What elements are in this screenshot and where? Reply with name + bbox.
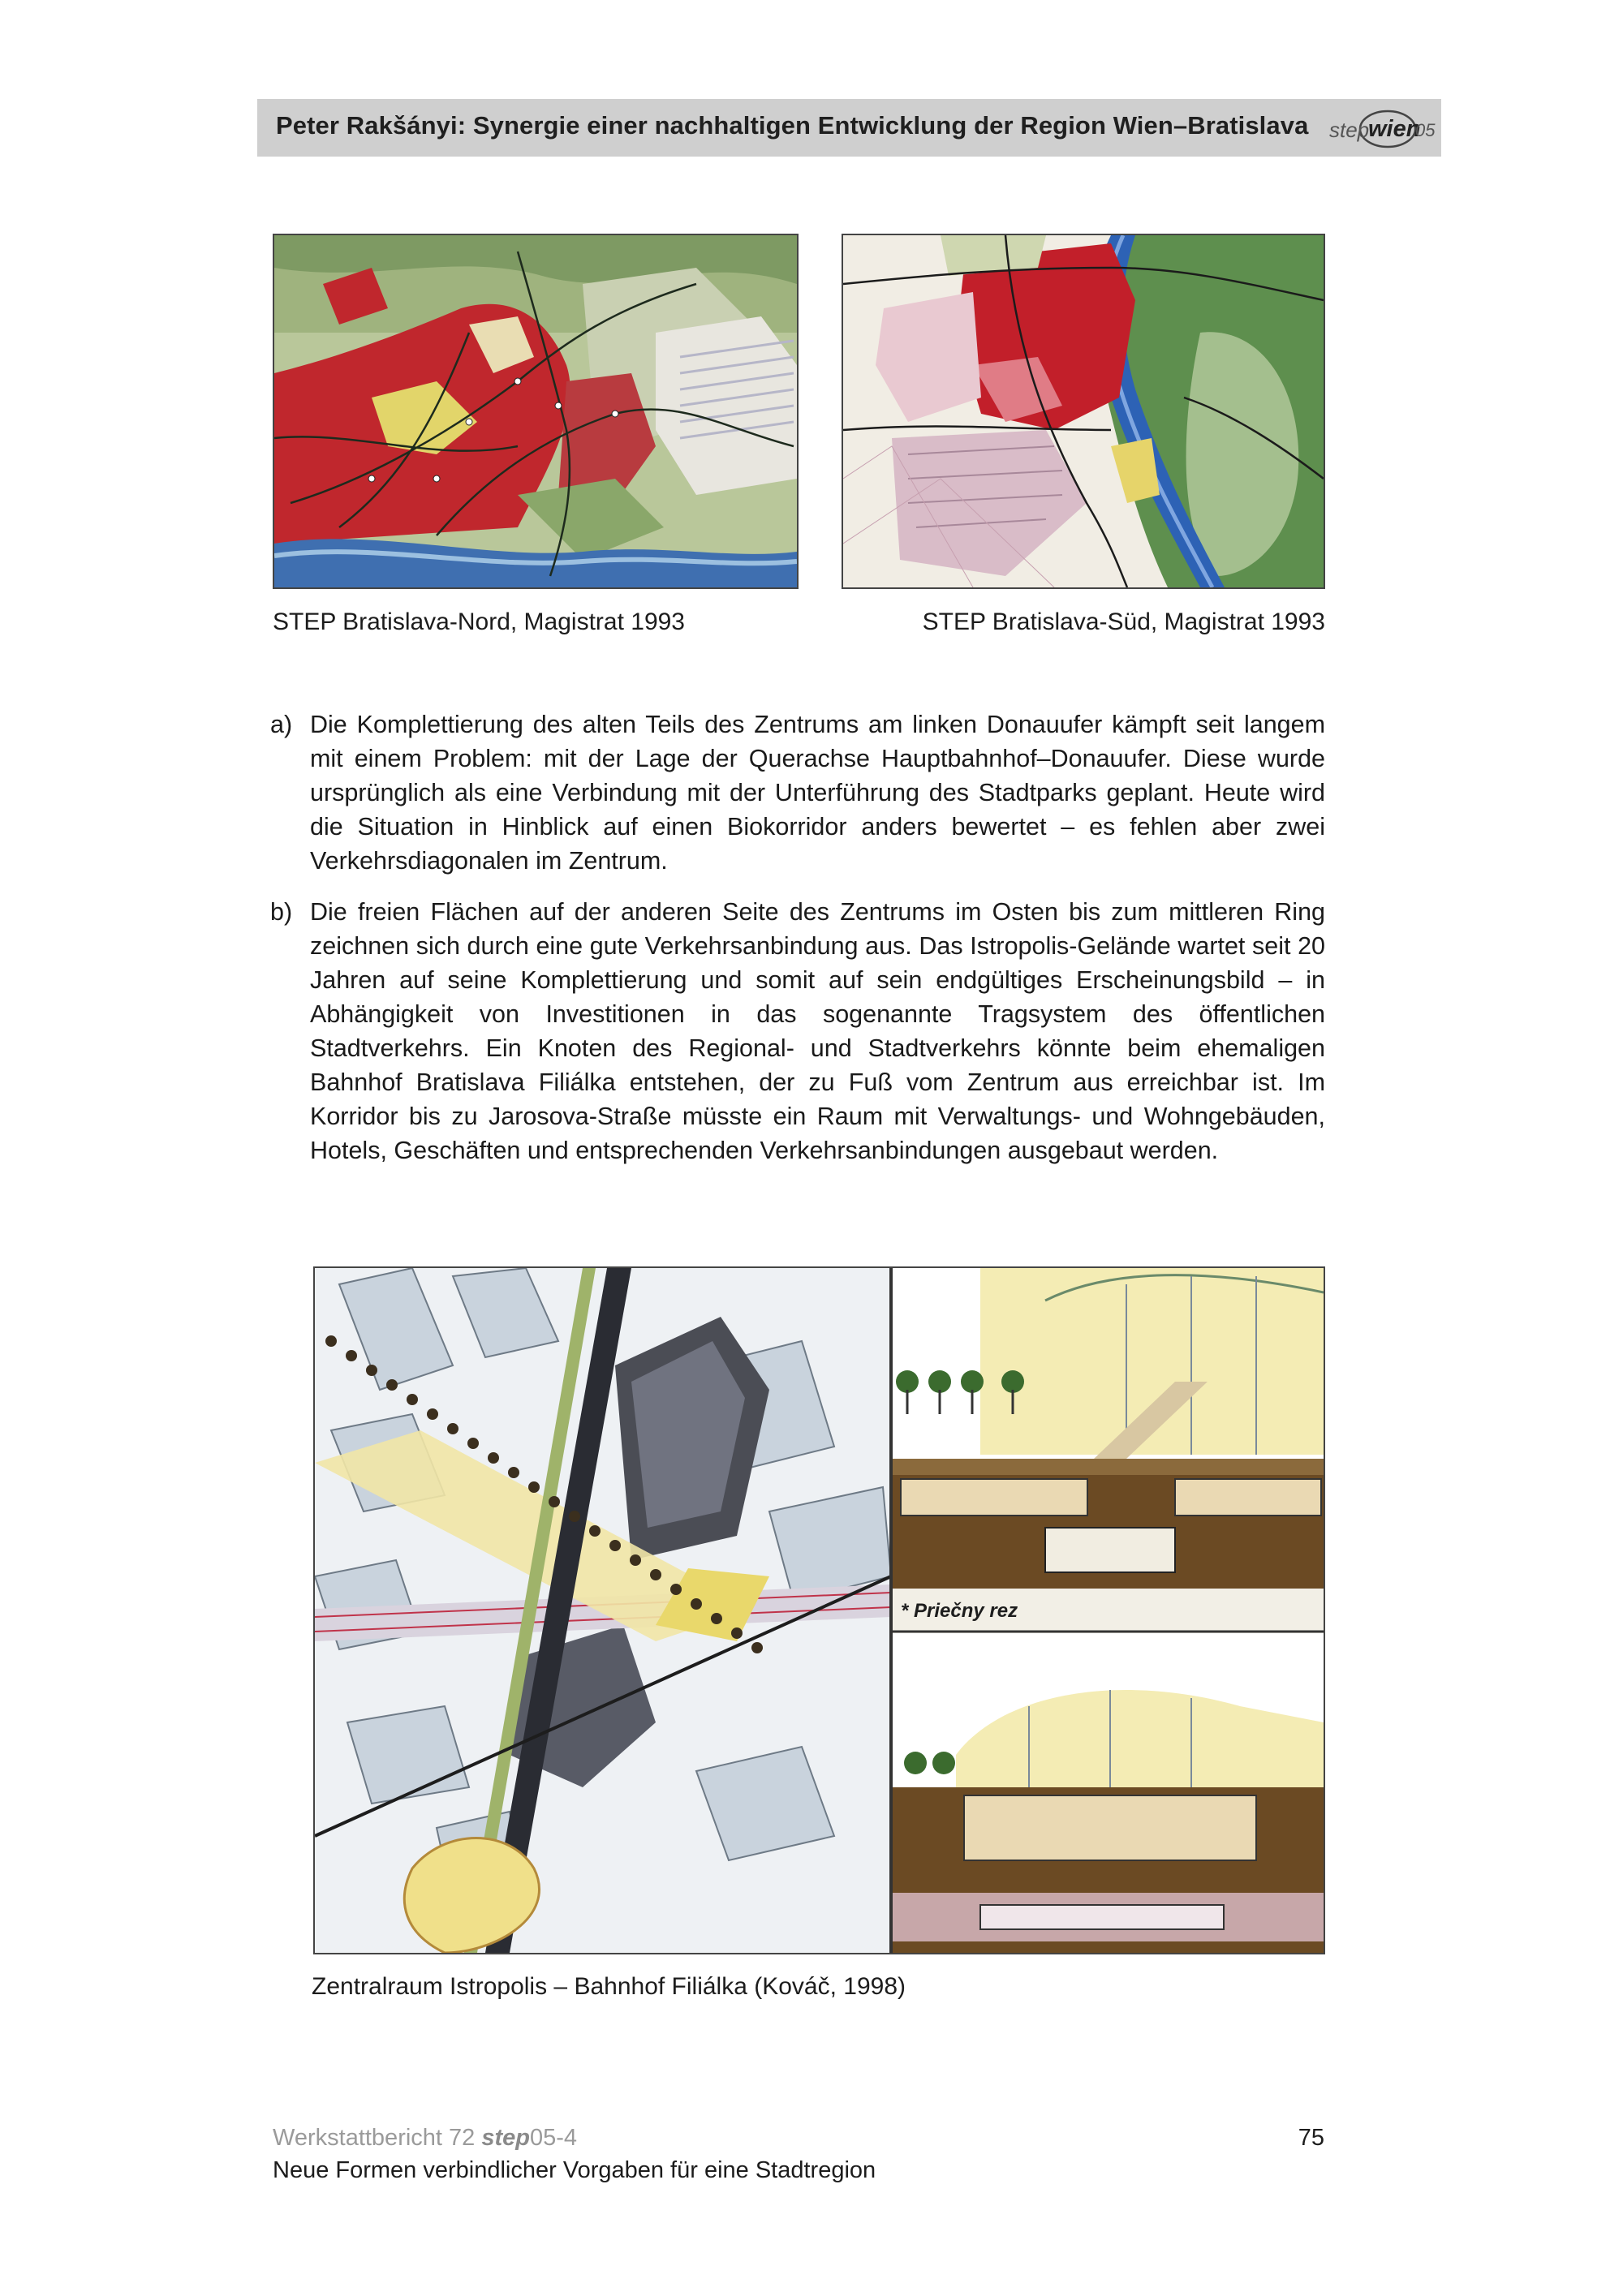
list-marker-b: b) bbox=[270, 898, 293, 926]
caption-plan: Zentralraum Istropolis – Bahnhof Filiálka (Kováč, 1998) bbox=[312, 1973, 906, 2000]
footer-report-suffix: 05-4 bbox=[530, 2125, 578, 2151]
svg-text:05: 05 bbox=[1415, 120, 1436, 140]
caption-map-sued: STEP Bratislava-Süd, Magistrat 1993 bbox=[922, 608, 1325, 635]
footer-brand: step bbox=[481, 2125, 530, 2151]
svg-text:step: step bbox=[1329, 118, 1370, 142]
list-text-b: Die freien Flächen auf der anderen Seite des Zentrums im Osten bis zum mittleren Ring zeichnen sich durch eine gute Verkehrsanbindung aus. Das Istropolis-Gelände wartet seit 20 Jahren auf seine Komplettierung und somit auf sein endgültiges Erscheinungsbild – in Abhängigkeit von Investitionen in das sogenannte Tragsystem des öffentlichen Stadtverkehrs. Ein Knoten des Regional- und Stadtverkehrs könnte beim ehemaligen Bahnhof Bratislava Filiálka entstehen, der zu Fuß vom Zentrum aus erreichbar ist. Im Korridor bis zu Jarosova-Straße müsste ein Raum mit Verwaltungs- und Wohngebäuden, Hotels, Geschäften und entsprechenden Verkehrsanbindungen ausgebaut werden. bbox=[310, 898, 1325, 1164]
list-item-b bbox=[270, 895, 1325, 1203]
list-text-a: Die Komplettierung des alten Teils des Zentrums am linken Donauufer kämpft seit langem mit einem Problem: mit der Lage der Querachse Hauptbahnhof–Donauufer. Diese wurde ursprünglich als eine Verbindung mit der Unterführung des Stadtparks geplant. Heute wird die Situation in Hinblick auf einen Biokorridor anders bewertet – es fehlen aber zwei Verkehrsdiagonalen im Zentrum. bbox=[310, 711, 1325, 875]
header-title: Peter Rakšányi: Synergie einer nachhaltigen Entwicklung der Region Wien–Bratislava bbox=[276, 111, 1309, 140]
caption-map-nord: STEP Bratislava-Nord, Magistrat 1993 bbox=[273, 608, 685, 635]
svg-text:wien: wien bbox=[1368, 116, 1421, 142]
footer-subtitle: Neue Formen verbindlicher Vorgaben für eine Stadtregion bbox=[273, 2157, 876, 2183]
page-number: 75 bbox=[1298, 2125, 1324, 2151]
footer-report-prefix: Werkstattbericht 72 bbox=[273, 2125, 482, 2151]
plan-istropolis-filialka bbox=[313, 1266, 1325, 1954]
list-item-a bbox=[270, 707, 1325, 878]
plan-section-label: * Priečny rez bbox=[901, 1600, 1018, 1622]
list-marker-a: a) bbox=[270, 711, 293, 738]
stepwien-logo bbox=[1326, 106, 1440, 152]
map-bratislava-nord bbox=[273, 234, 799, 589]
map-bratislava-sued bbox=[842, 234, 1325, 589]
footer-report bbox=[273, 2125, 577, 2152]
